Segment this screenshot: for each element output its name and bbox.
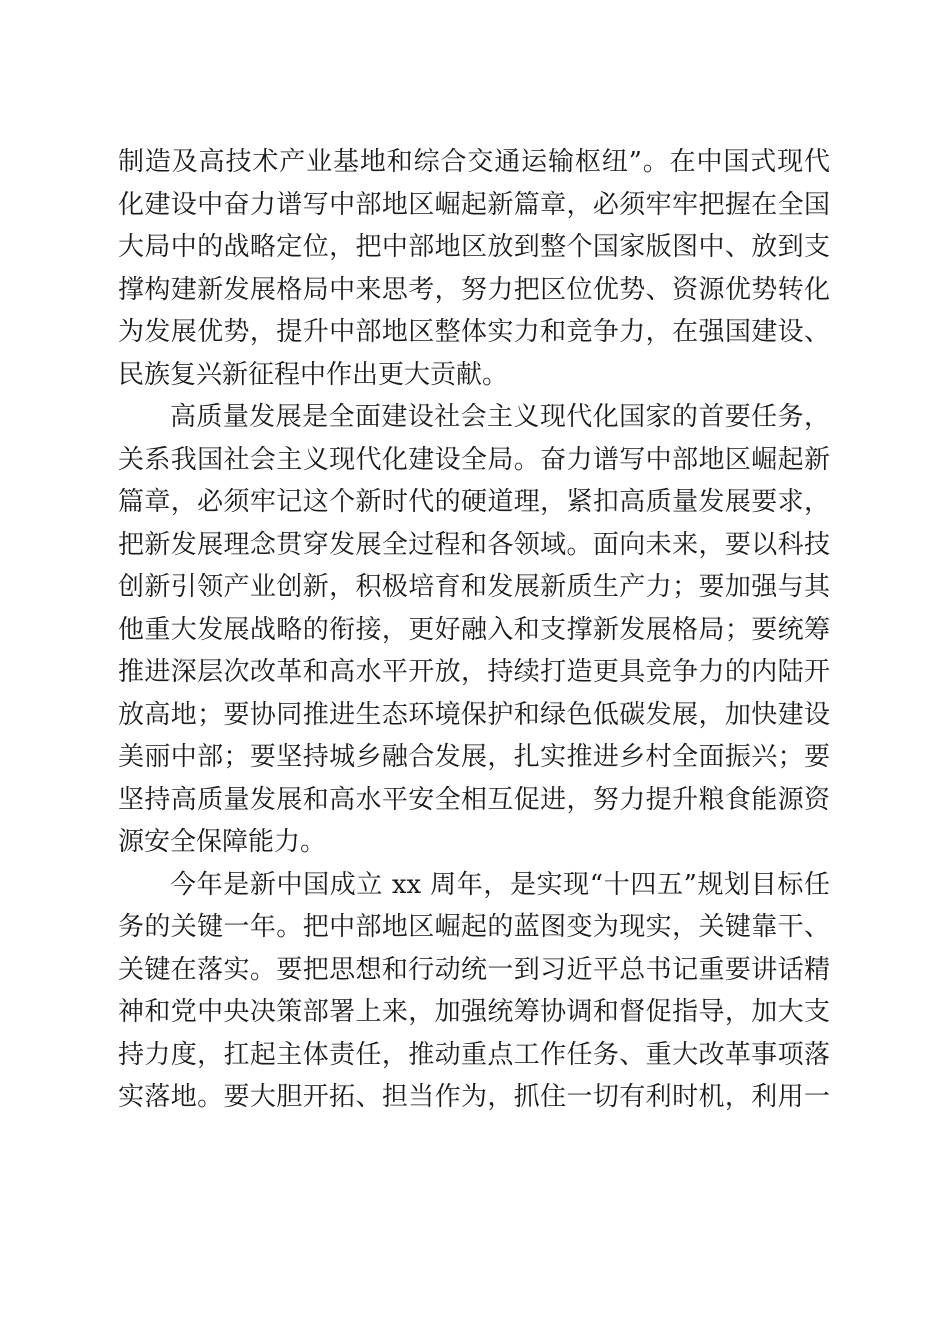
paragraph-1 — [118, 141, 830, 396]
text-line: 坚持高质量发展和高水平安全相互促进，努力提升粮食能源资 — [118, 784, 830, 815]
text-line: 关键在落实。要把思想和行动统一到习近平总书记重要讲话精 — [118, 954, 830, 985]
text-line: 民族复兴新征程中作出更大贡献。 — [118, 359, 509, 390]
text-line: 神和党中央决策部署上来，加强统筹协调和督促指导，加大支 — [118, 997, 830, 1027]
paragraph-2 — [118, 396, 830, 864]
text-line: 持力度，扛起主体责任，推动重点工作任务、重大改革事项落 — [118, 1039, 830, 1070]
text-line: 美丽中部；要坚持城乡融合发展，扎实推进乡村全面振兴；要 — [118, 742, 830, 772]
text-line: 为发展优势，提升中部地区整体实力和竞争力，在强国建设、 — [118, 317, 830, 347]
text-line: 务的关键一年。把中部地区崛起的蓝图变为现实，关键靠干、 — [118, 912, 830, 942]
text-line: 创新引领产业创新，积极培育和发展新质生产力；要加强与其 — [118, 572, 830, 602]
text-line: 化建设中奋力谱写中部地区崛起新篇章，必须牢牢把握在全国 — [118, 189, 830, 220]
text-line: 把新发展理念贯穿发展全过程和各领域。面向未来，要以科技 — [118, 529, 830, 560]
text-line: 关系我国社会主义现代化建设全局。奋力谱写中部地区崛起新 — [118, 444, 830, 475]
text-line: 撑构建新发展格局中来思考，努力把区位优势、资源优势转化 — [118, 274, 830, 305]
text-line: 他重大发展战略的衔接，更好融入和支撑新发展格局；要统筹 — [118, 614, 830, 645]
text-line: 今年是新中国成立 xx 周年，是实现“十四五”规划目标任 — [170, 869, 830, 900]
text-line: 实落地。要大胆开拓、担当作为，抓住一切有利时机，利用一 — [118, 1082, 830, 1112]
text-line: 推进深层次改革和高水平开放，持续打造更具竞争力的内陆开 — [118, 657, 830, 687]
text-line: 高质量发展是全面建设社会主义现代化国家的首要任务， — [170, 402, 830, 432]
text-line: 篇章，必须牢记这个新时代的硬道理，紧扣高质量发展要求， — [118, 487, 830, 517]
text-line: 大局中的战略定位，把中部地区放到整个国家版图中、放到支 — [118, 232, 830, 262]
paragraph-3 — [118, 864, 830, 1119]
document-body — [118, 141, 830, 1119]
text-line: 放高地；要协同推进生态环境保护和绿色低碳发展，加快建设 — [118, 699, 830, 730]
text-line: 制造及高技术产业基地和综合交通运输枢纽”。在中国式现代 — [118, 147, 830, 177]
text-line: 源安全保障能力。 — [118, 827, 327, 857]
